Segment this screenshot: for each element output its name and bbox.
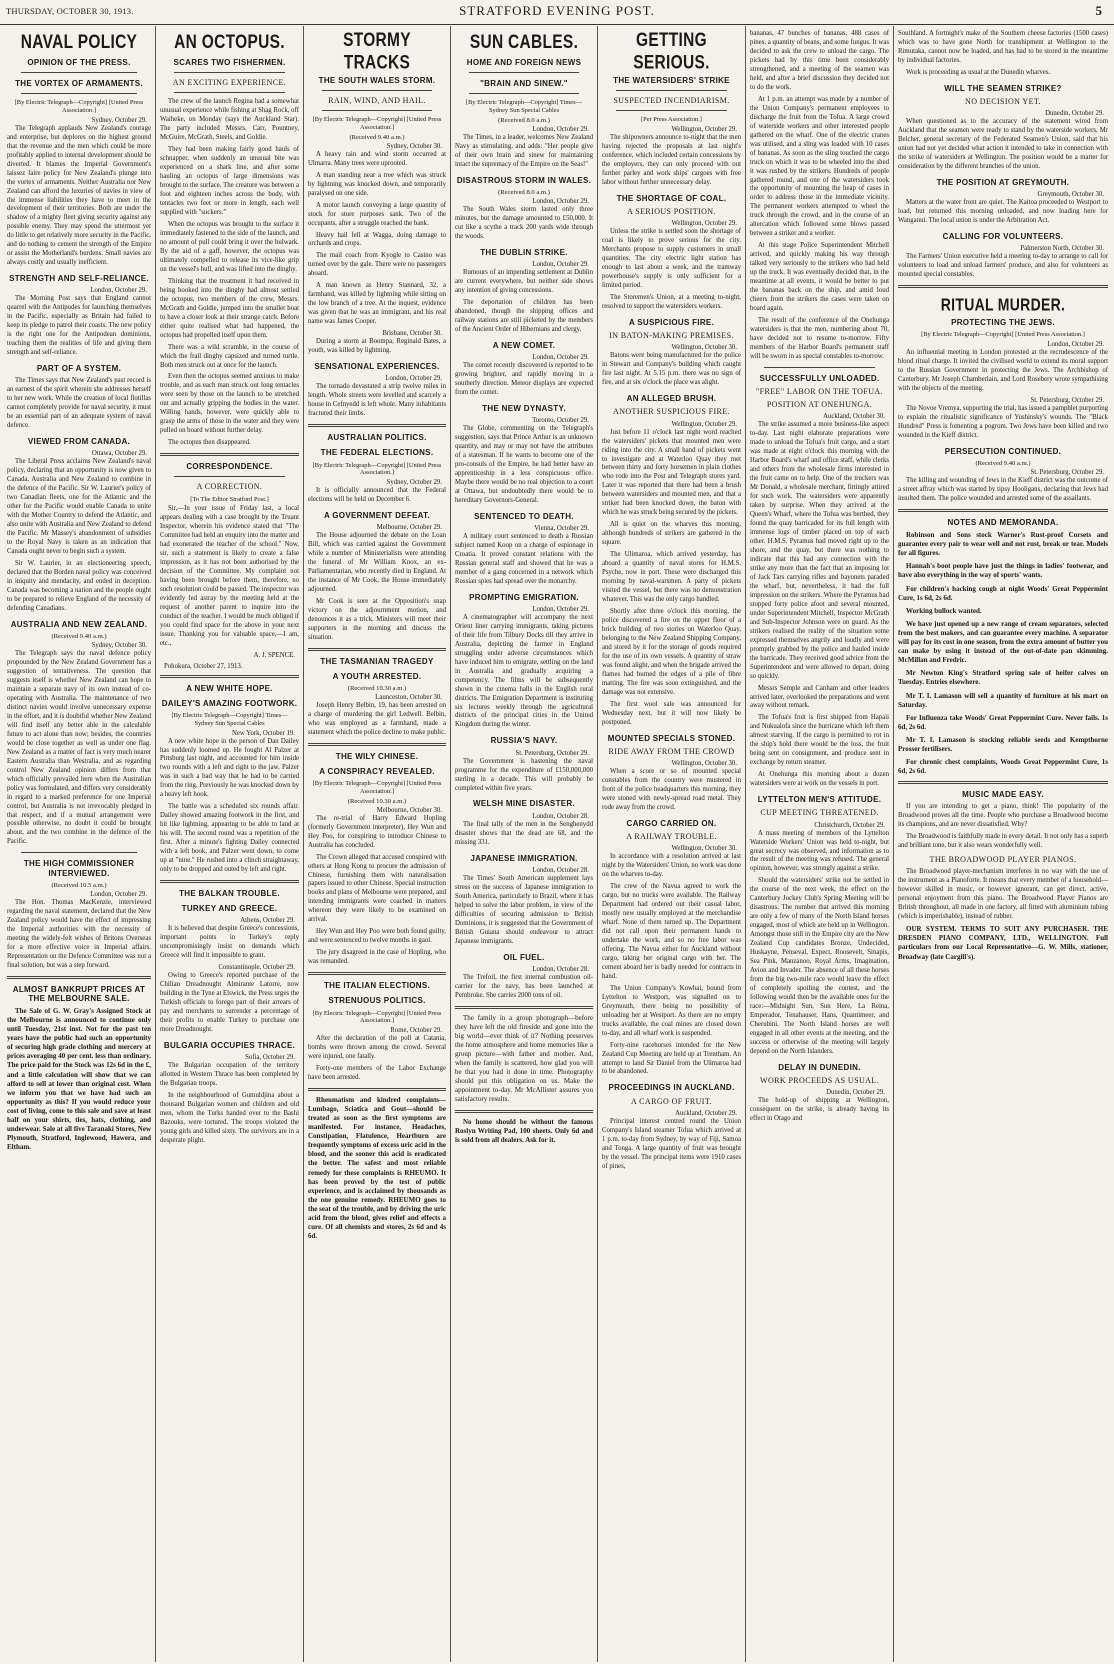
article-paragraph: The Telegraph applauds New Zealand's courage and enterprise, but deplores on the highest ground that the revenue and the men which could be more profitably applied to internal development should be diverted. It blames the Imperial Government's laissez faire policy for New Zealand's plunge into the vortex of armaments. Neither Australia nor New Zealand can afford the luxuries of navies in view of the immense liabilities they have to meet in the development of their territories. Both are under the shadow of a mighty fleet giving security against any possible enemy. They may spend the uttermost yet do little to get relatively more security in the Pacific, and do nothing to cement the strength of the Empire or assist the Motherland's burdens. Small navies are always costly and usually inefficient. bbox=[7, 124, 151, 267]
article-paragraph: Joseph Henry Belbin, 19, has been arrested on a charge of murdering the girl Ledwell. Belbin, who was employed as a farmhand, made a statement which the police decline to make public. bbox=[308, 702, 446, 736]
received-time: (Received 9.40 a.m.) bbox=[975, 460, 1031, 467]
divider bbox=[21, 72, 137, 73]
memo-item: Hannah's boot people have just the things in ladies' footwear, and have also everything in the way of sports' wants. bbox=[898, 562, 1108, 580]
subheadline: A RAILWAY TROUBLE. bbox=[626, 832, 717, 841]
headline: A YOUTH ARRESTED. bbox=[332, 671, 422, 681]
divider bbox=[174, 72, 285, 73]
memo-item: Mr T. I. Lamason is stocking reliable seeds and Kempthorne Prosser fertilisers. bbox=[898, 735, 1108, 753]
dateline: Vienna, October 29. bbox=[534, 524, 589, 532]
headline: DISASTROUS STORM IN WALES. bbox=[456, 175, 592, 185]
headline: THE SHORTAGE OF COAL. bbox=[616, 193, 727, 203]
newspaper-title: STRATFORD EVENING POST. bbox=[459, 3, 655, 18]
article-paragraph: Thinking that the treatment it had received in being hooked into the dinghy had almost settled the octopus, two members of the crew, Messrs. McGrath and Goldie, jumped into the smaller boat to have a closer look at their strange catch. Before either quite realised what had happened, the octopus had propelled itself upon them. bbox=[160, 277, 299, 339]
section-banner: GETTING SERIOUS. bbox=[633, 29, 710, 74]
headline: VIEWED FROM CANADA. bbox=[27, 437, 131, 447]
article-paragraph: The comet recently discovered is reported to be growing brighter, and rapidly moving in a southerly direction. Meteor displays are expected from the comet. bbox=[455, 361, 593, 396]
article-paragraph: Mr Cook is sore at the Opposition's snap victory on the adjournment motion, and denounces it as a trick. Ministers will meet their supporters in the morning and discuss the situation. bbox=[308, 597, 446, 641]
article-paragraph: A new white hope in the person of Dan Dailey has suddenly loomed up. He fought Al Palzer at Pittsburg last night, and accounted for him inside two rounds with a left and right to the jaw. Palzer was in such a bad way that he had to be carried from the ring. Previously he was knocked down by a heavy left hook. bbox=[160, 737, 299, 799]
dateline: Melbourne, October 30. bbox=[376, 806, 442, 814]
article-paragraph: During a storm at Boompa, Reginald Bates, a youth, was killed by lightning. bbox=[308, 338, 446, 355]
article-paragraph: Shortly after three o'clock this morning, the police discovered a fire on the upper floor of a brick building of two stories on Waterloo Quay, belonging to the New Zealand Shipping Company, and stored by it for the storage of goods required for the use of its own vessels. A quantity of straw was found alight, and when the brigade arrived the flames had burned the edges of a pile of fibre matting. The fire was soon extinguished, and the damage was not extensive. bbox=[602, 608, 741, 696]
article-paragraph: The Telegraph says the naval defence policy propounded by the New Zealand Government has a suggestion of tentativeness. The question that suggests itself is whether New Zealand can hope to maintain a separate navy of its own instead of co-operating with Australia. The maintenance of two distinct navies would involve unnecessary expense in the effort, and it is doubtful whether New Zealand will find itself any better able in the calculable future to act alone than now; besides, the countries would be close together as well as under one flag. New Zealand as a matter of fact is very much nearer Eastern Australia than Westralia, and as regarding control New Zealand opinion differs from that which officially prevailed here when the Australian policy was formulated, and differs very considerably in regard to a marked preference for one Imperial control, but Australia is not irrevocably pledged in that respect, and if a mutual arrangement were possible otherwise, no doubt it could be brought about, and the two combine in the defence of the Pacific. bbox=[7, 650, 151, 846]
article-paragraph: The Government is hastening the naval programme for the expenditure of £150,000,000 sterling in a decade. This will probably be completed within five years. bbox=[455, 757, 593, 792]
article-paragraph: A man standing near a tree which was struck by lightning was knocked down, and temporarily paralysed on one side. bbox=[308, 171, 446, 197]
dateline: London, October 28. bbox=[532, 866, 589, 874]
dateline: St. Petersburg, October 29. bbox=[1030, 396, 1104, 404]
divider bbox=[898, 509, 1108, 512]
dateline: Sydney, October 29. bbox=[91, 116, 147, 124]
article-paragraph: After the declaration of the poll at Catania, bombs were thrown among the crowd. Several were injured, one fatally. bbox=[308, 1034, 446, 1060]
headline: A GOVERNMENT DEFEAT. bbox=[323, 510, 430, 520]
article-paragraph: The first wool sale was announced for Wednesday next, but it will now likely be postponed. bbox=[602, 700, 741, 726]
headline: HOME AND FOREIGN NEWS bbox=[466, 58, 582, 67]
article-paragraph: Even then the octopus seemed anxious to make trouble, and as each man struck out long tentacles were seen by those on the launch to be stretched out and actually gripping the bodies in the water. Willing hands, however, were quickly able to grasp the arms of those in the water and they were pulled on board without further delay. bbox=[160, 373, 299, 435]
dateline: Wellington, October 29. bbox=[671, 126, 737, 134]
article-paragraph: A man known as Henry Stannard, 32, a farmhand, was killed by lightning while sitting on the low branch of a tree. At the inquest, evidence was given that he was an immigrant, and his real name was James Cooper. bbox=[308, 282, 446, 326]
divider bbox=[160, 675, 299, 678]
advert-paragraph: OUR SYSTEM. TERMS TO SUIT ANY PURCHASER. THE DRESDEN PIANO COMPANY, LTD., WELLINGTON. Full particulars from our Local Representative—G. W. Mills, stationer, Broadway (late Cargill's). bbox=[898, 925, 1108, 961]
copyright-line: [By Electric Telegraph—Copyright] Times—Sydney Sun Special Cables bbox=[465, 99, 583, 115]
divider bbox=[308, 743, 446, 746]
section-banner: STORMY TRACKS bbox=[343, 29, 411, 74]
dateline: New York, October 19. bbox=[231, 729, 295, 737]
received-time: (Received 10.5 a.m.) bbox=[51, 881, 107, 889]
divider bbox=[308, 424, 446, 427]
headline: A NEW COMET. bbox=[492, 340, 556, 350]
letter-signature: A. J. SPENCE. bbox=[253, 651, 295, 659]
headline: CALLING FOR VOLUNTEERS. bbox=[942, 232, 1064, 242]
divider bbox=[469, 72, 579, 73]
dateline: London, October 29. bbox=[532, 125, 589, 133]
article-paragraph: A military court sentenced to death a Russian subject named Koop on a charge of espionage in Croatia. It proved constant relations with the Russian general staff and showed that he was a member of a gang concerned in a network which Russian spies had spread over the monarchy. bbox=[455, 532, 593, 585]
article-paragraph: At 1 p.m. an attempt was made by a number of the Union Company's permanent employees to discharge the fruit from the Tofua. A large crowd of waterside workers and other interested people gathered on the wharf. One of the electric cranes was utilised, and a sling was loaded with 10 cases of bananas. As soon as the sling touched the cargo truck on which it was to be wheeled into the shed it was rushed by the strikers. Hundreds of people gathered round, and one of the watersiders took the opportunity of mounting the heap of cases in order to address those in the immediate vicinity. The permanent workers attempted to wheel the truck through the crowd, and in the course of an altercation which followed some blows passed between a striker and a worker. bbox=[750, 95, 889, 238]
column-3 bbox=[305, 26, 449, 1662]
section-heading: THE TASMANIAN TRAGEDY bbox=[320, 656, 434, 666]
article-paragraph: Messrs Semple and Canham and other leaders arrived later, overlooked the preparations and went away without remark. bbox=[750, 684, 889, 710]
divider bbox=[308, 648, 446, 651]
dateline: Launceston, October 30. bbox=[375, 694, 442, 702]
headline: MOUNTED SPECIALS STONED. bbox=[607, 733, 736, 743]
advert-paragraph: If you are intending to get a piano, think! The popularity of the Broadwood proves all the time. People who purchase a Broadwood become its champions, and are never dissatisfied. Why? bbox=[898, 803, 1108, 829]
headline: A SUSPICIOUS FIRE. bbox=[628, 317, 715, 327]
headline: OIL FUEL. bbox=[503, 952, 545, 962]
section-banner: NAVAL POLICY bbox=[20, 31, 138, 53]
dateline: London, October 29. bbox=[385, 375, 442, 383]
article-paragraph: It is officially announced that the Federal elections will be held on December 6. bbox=[308, 486, 446, 503]
subheadline: ANOTHER SUSPICIOUS FIRE. bbox=[613, 407, 730, 417]
headline: AUSTRALIA AND NEW ZEALAND. bbox=[10, 619, 148, 629]
dateline: Wellington, October 29. bbox=[671, 220, 737, 228]
column-rule bbox=[155, 26, 156, 1662]
article-paragraph: In the neighbourhood of Gumuldjina about a thousand Bulgarian women and children and old men, whom the Turks handed over to the Bashi Bazouks, were tortured. The troops violated the young girls and killed sixty. The survivors are in a desperate plight. bbox=[160, 1092, 299, 1145]
dateline: Sydney, October 30. bbox=[91, 642, 147, 650]
article-paragraph: At this stage Police Superintendent Mitchell arrived, and quickly making his way through talked very seriously to the strikers who had held up the truck. It was eventually decided that, in the meantime at all events, it would be better to put the bananas back on the ship, and amid loud cheers from the strikers the cases were taken on board again. bbox=[750, 242, 889, 313]
divider bbox=[322, 90, 432, 91]
article-paragraph: The Ulimaroa, which arrived yesterday, has aboard a quantity of naval stores for H.M.S. Psyche, now in port. These were discharged this morning by naval-warsmen. A party of pickets visited the vessel, but there was no demonstration whatever. This was the only cargo handled. bbox=[602, 551, 741, 604]
headline: SCARES TWO FISHERMEN. bbox=[173, 58, 286, 67]
issue-date: THURSDAY, OCTOBER 30, 1913. bbox=[6, 6, 134, 16]
dateline: Ottawa, October 29. bbox=[91, 450, 147, 458]
article-paragraph: An influential meeting in London protested at the recrudescence of the blood ritual charge. It invited the civilised world to extend its moral support to the Russian Government in protecting the Jews. The Archbishop of Canterbury, Mr Joseph Chamberlain, and Lord Rosebery wrote sympathising with the objects of the meeting. bbox=[898, 349, 1108, 392]
subheadline: A SERIOUS POSITION. bbox=[627, 207, 716, 217]
column-2 bbox=[157, 26, 302, 1662]
subheadline: WORK PROCEEDS AS USUAL. bbox=[760, 1075, 879, 1085]
article-paragraph: The battle was a scheduled six rounds affair. Dailey showed amazing footwork in the first, and hit like lightning, appearing to be able to land at his will. The second round was a repetition of the first. After a minute's fighting Dailey connected with a left hook, and Palzer went down, to come up at "nine." He rushed into a clinch straightaway, only to be dropped and outed by left and right. bbox=[160, 803, 299, 874]
article-paragraph: The Storemen's Union, at a meeting to-night, resolved to support the watersiders workers. bbox=[602, 294, 741, 310]
divider bbox=[21, 93, 137, 94]
subheadline: IN BATON-MAKING PREMISES. bbox=[609, 331, 734, 341]
received-time: (Received 9.40 a.m.) bbox=[51, 633, 107, 641]
advert-headline: MUSIC MADE EASY. bbox=[962, 790, 1044, 800]
headline: AN ALLEGED BRUSH. bbox=[626, 394, 717, 404]
subheadline: RIDE AWAY FROM THE CROWD bbox=[608, 746, 735, 756]
copyright-line: [By Electric Telegraph—Copyright] [United Press Association.] bbox=[14, 99, 144, 115]
dateline: Greymouth, October 30. bbox=[1037, 191, 1104, 199]
divider bbox=[898, 781, 1108, 784]
headline: RUSSIA'S NAVY. bbox=[490, 736, 558, 746]
advertisement: The Sale of G. W. Gray's Assigned Stock at the Melbourne is announced to continue only until Tuesday, 21st inst. Not for the past ten years have the public had such an opportunity of securing high grade clothing and mercery at prices averaging 40 per cent. less than ordinary. The price paid for the Stock was 12s 6d in the £, and a little calculation will show that we can afford to sell at lower than original cost. When we inform you that we have had such an opportunity as this? If you would reduce your cost of living, come to this sale and save at least half on your shirts, ties, hats, clothing, and underwear. Sale at all five Taranaki Stores, New Plymouth, Stratford, Inglewood, Hawera, and Eltham. bbox=[7, 1006, 151, 1152]
subheadline: A CARGO OF FRUIT. bbox=[631, 1096, 712, 1106]
section-heading: A NEW WHITE HOPE. bbox=[186, 683, 273, 693]
article-paragraph: The re-trial of Harry Edward Hopling (formerly Government interpreter), Hey Wun and Hey Poo, for conspiring to introduce Chinese to Australia has concluded. bbox=[308, 814, 446, 849]
article-paragraph: The hold-up of shipping at Wellington, consequent on the strike, is already having its effect in Otago and bbox=[750, 1097, 889, 1123]
article-paragraph: The Trefoil, the first internal combustion oil-carrier for the navy, has been launched at Pembroke. She carries 2000 tons of oil. bbox=[455, 973, 593, 999]
copyright-line: [Per Press Association.] bbox=[641, 116, 702, 124]
section-banner: SUN CABLES. bbox=[469, 31, 579, 53]
headline: THE SOUTH WALES STORM. bbox=[318, 76, 436, 85]
dateline: Palmerston North, October 30. bbox=[1020, 245, 1104, 253]
column-1 bbox=[4, 26, 154, 1662]
headline: THE WATERSIDERS' STRIKE bbox=[613, 76, 730, 85]
memo-item: Mr Newton King's Stratford spring sale of heifer calves on Tuesday. Entries elsewhere. bbox=[898, 669, 1108, 687]
article-paragraph: They had been making fairly good hauls of schnapper, when suddenly an unusual bite was experienced on a shark line, and after some hauling an octopus of large dimensions was brought to the surface. The creature was between a foot and eighteen inches across the body, with tentacles two feet or more in length, each well supplied with "suckers." bbox=[160, 146, 299, 216]
article-paragraph: When the octopus was brought to the surface it immediately fastened to the side of the launch, and no amount of pull could bring it over the bulwark. By the aid of a gaff, however, the octopus was ultimately compelled to release its vice-like grip on the vessel's hull, and was lifted into the dinghy. bbox=[160, 220, 299, 273]
dateline: Sydney, October 30. bbox=[386, 142, 442, 150]
article-paragraph: The jury disagreed in the case of Hopling, who was remanded. bbox=[308, 949, 446, 966]
dateline: Sofia, October 29. bbox=[245, 1054, 295, 1062]
article-paragraph: There was a wild scramble, in the course of which the frail dinghy capsized and turned turtle. Both men struck out at once for the launch. bbox=[160, 343, 299, 369]
dateline: Wellington, October 29. bbox=[671, 420, 737, 428]
divider bbox=[764, 367, 875, 368]
headline: THE FEDERAL ELECTIONS. bbox=[320, 448, 434, 458]
column-5 bbox=[599, 26, 744, 1662]
subheadline: A CORRECTION. bbox=[196, 482, 263, 492]
copyright-line: [By Electric Telegraph—Copyright] [United Press Association.] bbox=[312, 461, 442, 477]
advert-headline: ALMOST BANKRUPT PRICES AT THE MELBOURNE SALE. bbox=[12, 984, 146, 1003]
article-paragraph: When questioned as to the accuracy of the statement wired from Auckland that the seamen were ready to stand by the waterside workers, Mr Belcher, general secretary of the Federated Seamen's Union, said that his union had not yet decided what action it intended to take in connection with the strike of watersiders at Wellington. The position would be a matter for consideration by the different branches of the union. bbox=[898, 118, 1108, 171]
dateline: London, October 29. bbox=[532, 605, 589, 613]
headline: A CONSPIRACY REVEALED. bbox=[319, 767, 435, 777]
article-paragraph: All is quiet on the wharves this morning, although hundreds of strikers are gathered in the square. bbox=[602, 521, 741, 547]
subheadline: RAIN, WIND, AND HAIL. bbox=[328, 96, 426, 106]
dateline: Auckland, October 29. bbox=[675, 1109, 737, 1117]
section-banner: RITUAL MURDER. bbox=[940, 294, 1066, 315]
article-paragraph: A cinematographer will accompany the next Orient liner carrying immigrants, taking pictures of their life from Tilbury Docks till they arrive in Australia, depicting the farmer in England struggling under adverse circumstances which have induced him to emigrate, settling on the land in Australia and gradually acquiring a competency. The films will be subsequently shown in the cinema halls in the English rural districts. The Emigration Department is instituting six lectures weekly through the agricultural districts of the principal cities in the United Kingdom during the winter. bbox=[455, 613, 593, 729]
advert-subheadline: THE BROADWOOD PLAYER PIANOS. bbox=[929, 855, 1077, 865]
section-heading: THE BALKAN TROUBLE. bbox=[179, 889, 280, 899]
copyright-line: [By Electric Telegraph—Copyright] [United Press Association.] bbox=[921, 331, 1085, 339]
article-paragraph: bananas, 47 bunches of bananas, 488 cases of pines, a quantity of beans, and some fungus. It was decided to ask the crew to unload the cargo. The pickets had by this time been considerably strengthened, and a meeting of the seamen was held, and after a brief discussion they decided not to do the work. bbox=[750, 30, 889, 91]
section-heading: NOTES AND MEMORANDA. bbox=[947, 517, 1059, 527]
subheadline: AN EXCITING EXPERIENCE. bbox=[172, 78, 287, 88]
dateline: London, October 28. bbox=[532, 965, 589, 973]
received-time: (Received 10.30 a.m.) bbox=[347, 797, 407, 805]
divider bbox=[455, 1006, 593, 1009]
headline: THE HIGH COMMISSIONER INTERVIEWED. bbox=[23, 859, 135, 878]
dateline: Athens, October 29. bbox=[240, 917, 295, 925]
dateline: Toronto, October 29. bbox=[532, 416, 589, 424]
article-paragraph: The Farmers' Union executive held a meeting to-day to arrange to call for volunteers to load and unload farmers' produce, and also for volunteers as mounted special constables. bbox=[898, 253, 1108, 279]
dateline: London, October 29. bbox=[90, 890, 147, 898]
headline: THE NEW DYNASTY. bbox=[482, 403, 566, 413]
headline: JAPANESE IMMIGRATION. bbox=[470, 853, 578, 863]
dateline: London, October 29. bbox=[532, 353, 589, 361]
memo-item: For chronic chest complaints, Woods Great Peppermint Cure, 1s 6d, 2s 6d. bbox=[898, 758, 1108, 776]
subheadline: CUP MEETING THREATENED. bbox=[760, 808, 879, 818]
article-paragraph: The Crown alleged that accused conspired with others at Hong Kong to procure the admission of Chinese, furnishing them with naturalisation papers issued to other Chinese. Special instruction books and plans of Melbourne were prepared, and intending immigrants were coached in matters whereon they were likely to be examined on arrival. bbox=[308, 853, 446, 924]
headline: PROCEEDINGS IN AUCKLAND. bbox=[608, 1083, 735, 1093]
memo-item: We have just opened up a new range of cream separators, selected from the best makers, and can guarantee every machine. A separator will pay for its cost in one season, from the extra amount of butter you can make by using it instead of the out-of-date pan skimming. McMillan and Fredric. bbox=[898, 619, 1108, 665]
headline: CARGO CARRIED ON. bbox=[626, 818, 717, 828]
divider bbox=[160, 453, 299, 456]
memo-item: Robinson and Sons stock Warner's Rust-proof Corsets and guarantee every pair to wear well and not rust, break or tear. Models for all figures. bbox=[898, 531, 1108, 558]
headline: BULGARIA OCCUPIES THRACE. bbox=[163, 1041, 296, 1051]
dateline: London, October 29. bbox=[532, 197, 589, 205]
article-paragraph: The crew of the launch Regina had a somewhat unusual experience while fishing at Shag Rock, off Waiheke, on Monday (says the Auckland Star). The party included Messrs. Carr, Pountney, McGuire, McGrath, Steels, and Goldie. bbox=[160, 98, 299, 142]
article-paragraph: The Globe, commenting on the Telegraph's suggestion, says that Prince Arthur is an unknown quantity, and may or may not have the attributes of a statesman. If he wants to become one of the pro-consuls of the Empire, he had better have an apprenticeship in a less conspicuous office. Maybe there would be no real objection to a court at Ottawa, but undoubtedly there would be to hereditary Governors-General. bbox=[455, 424, 593, 504]
article-paragraph: The strike assumed a more business-like aspect to-day. Last night elaborate preparations were made to unload the Tofua's fruit cargo, and a start was made at eight o'clock this morning with the Harbor Board's wharf and office staff, while clerks and others from the wholesale firms interested in the fruit came on to help. One of the truckers was Mr Donald, a wholesale merchant, fittingly attired for such work. The watersiders were apparently taken by surprise. When they arrived at the Queen's Wharf, where the Tofua was berthed, they found the quay barricaded for its full length with immense logs of timber placed on top of each other. H.M.S. Pyramus had moved right up to the shore, and the quay, but there was nothing to indicate that this had any connection with the strike any more than the fact that an imposing lot of Jack Tars carrying rifles and bayonets paraded the wharf, but, nevertheless, it had the full impression on the strikers. Where the Pyramus had stopped forty police afoot and several mounted, under Superintendent Mitchell, Inspector McGrath and Sub-Inspector Johnson were on guard. As the strikers realised the reality of the situation some expressed themselves angrily and loudly and were promptly grabbed by the police and hauled inside the barricade. They received good advice from the Superintendent and were allowed to depart, doing so quickly. bbox=[750, 421, 889, 680]
dateline: Wellington, October 30. bbox=[671, 759, 737, 767]
column-rule bbox=[893, 26, 894, 1662]
copyright-line: [By Electric Telegraph—Copyright] [United Press Association.] bbox=[312, 780, 442, 795]
headline: OPINION OF THE PRESS. bbox=[27, 58, 131, 67]
article-paragraph: It is believed that despite Greece's concessions, important points in Turkey's reply uncompromisingly insist on demands which Greece will find it impossible to grant. bbox=[160, 925, 299, 960]
dateline: Dunedin, October 29. bbox=[1045, 110, 1104, 118]
article-paragraph: Principal interest centred round the Union Company's Island steamer Tofua which arrived at 1 p.m. to-day from Sydney, by way of Fiji, Samoa and Tonga. A large quantity of fruit was brought by the vessel. The principal items were 1910 cases of pines, bbox=[602, 1117, 741, 1170]
divider bbox=[308, 1088, 446, 1091]
dateline: St. Petersburg, October 29. bbox=[515, 749, 589, 757]
headline: WILL THE SEAMEN STRIKE? bbox=[944, 83, 1062, 93]
divider bbox=[322, 110, 432, 111]
article-paragraph: Forty-one members of the Labor Exchange have been arrested. bbox=[308, 1064, 446, 1081]
advert-paragraph: The Broadwood is faithfully made in every detail. It not only has a superb and brilliant tone, but it also wears wonderfully well. bbox=[898, 833, 1108, 850]
divider bbox=[21, 852, 137, 853]
article-paragraph: Forty-nine racehorses intended for the New Zealand Cup Meeting are held up at Trentham. An attempt to land Sir Daniel from the Ulimaroa had to be abandoned. bbox=[602, 1041, 741, 1076]
section-heading: CORRESPONDENCE. bbox=[186, 462, 273, 472]
article-paragraph: The Times' South American supplement lays stress on the success of Japanese immigration to South America, particularly to Brazil, where it has helped to solve the labor problem, in view of the difficulties of securing admission to British Dominions, it is suggested that the Government of British Guiana should endeavour to attract Japanese immigrants. bbox=[455, 874, 593, 945]
headline: SENTENCED TO DEATH. bbox=[474, 511, 574, 521]
memo-item: Mr T. I. Lamason will sell a quantity of furniture at his mart on Saturday. bbox=[898, 691, 1108, 709]
divider bbox=[160, 880, 299, 883]
copyright-line: [By Electric Telegraph—Copyright] Times—Sydney Sun Special Cables bbox=[171, 712, 288, 727]
headline: STRENGTH AND SELF-RELIANCE. bbox=[9, 274, 149, 284]
advertisement: The family in a group photograph—before they have left the old fireside and gone into the big world—ever think of it? Nothing preserves the home atmosphere and home memories like a group picture—with father and mother. And, when the family is scattered, how glad you will be that you had it done in time. Photography should put this obligation on us. Make the appointment to-day. Mr McAllister assures you satisfactory results. bbox=[455, 1013, 593, 1104]
headline: PROTECTING THE JEWS. bbox=[951, 318, 1055, 328]
divider bbox=[455, 1110, 593, 1113]
column-rule bbox=[745, 26, 746, 1662]
column-6 bbox=[747, 26, 892, 1662]
article-paragraph: A motor launch conveying a large quantity of stock for store purposes sank. Two of the occupants, after a struggle reached the bank. bbox=[308, 201, 446, 227]
article-paragraph: The Morning Post says that England cannot quarrel with the Antipodes for launching themselves in the Pacific, especially as Britain had failed to keep its pledge to patrol their coasts. The new policy is the right one for the Antipodean dominions, teaching them the realities of life and giving them strength and self-reliance. bbox=[7, 295, 151, 357]
memo-item: For children's hacking cough at night Woods' Great Peppermint Cure, 1s 6d, 2s 6d. bbox=[898, 584, 1108, 602]
article-paragraph: Owing to Greece's reported purchase of the Chilian Dreadnought Almirante Latorre, now building in the Tyne at Elswick, the Press urges the Turkish officials to forego part of their arrears of pay and merchants to surrender a percentage of their profits to enable Turkey to purchase one more Dreadnought. bbox=[160, 972, 299, 1034]
article-paragraph: The Times, in a leader, welcomes New Zealand Navy as stimulating, and adds: "Her people give of their own brain and sinew for maintaining intact the supremacy of the Empire on the Seas!" bbox=[455, 133, 593, 168]
dateline: Constantinople, October 29. bbox=[218, 964, 295, 972]
masthead bbox=[0, 0, 1114, 25]
headline: PERSECUTION CONTINUED. bbox=[944, 446, 1062, 456]
article-paragraph: Hey Wun and Hey Poo were both found guilty, and were sentenced to twelve months in gaol. bbox=[308, 928, 446, 945]
article-paragraph: The Bulgarian occupation of the territory allotted in Western Thrace has been completed by the Bulgarian troops. bbox=[160, 1062, 299, 1088]
headline: DAILEY'S AMAZING FOOTWORK. bbox=[161, 698, 298, 708]
article-paragraph: The South Wales storm lasted only three minutes, but the damage amounted to £50,000. It cut like a scythe a track 200 yards wide through the woods. bbox=[455, 205, 593, 240]
dateline: Auckland, October 30. bbox=[823, 413, 885, 421]
divider bbox=[469, 93, 579, 94]
divider bbox=[174, 476, 285, 477]
section-banner: AN OCTOPUS. bbox=[174, 31, 285, 53]
article-paragraph: The mail coach from Kyogle to Casino was turned over by the gale. There were no passengers aboard. bbox=[308, 252, 446, 278]
column-rule bbox=[597, 26, 598, 1662]
divider bbox=[616, 90, 727, 91]
article-paragraph: Heavy hail fell at Wagga, doing damage to orchards and crops. bbox=[308, 231, 446, 248]
article-paragraph: In accordance with a resolution arrived at last night by the Watersiders' Union, no work was done on the wharves to-day. bbox=[602, 853, 741, 879]
dateline: London, October 29. bbox=[1047, 341, 1104, 349]
divider bbox=[174, 92, 285, 93]
headline: WELSH MINE DISASTER. bbox=[472, 799, 575, 809]
headline: PROMPTING EMIGRATION. bbox=[469, 592, 579, 602]
subheadline: NO DECISION YET. bbox=[965, 97, 1041, 107]
article-paragraph: The result of the conference of the Onehunga watersiders is that the men, numbering about 70, have decided not to resume to-morrow. Fifty members of the Harbor Board's permanent staff will be sworn in as special constables to-morrow. bbox=[750, 317, 889, 360]
article-paragraph: When a score or so of mounted special constables from the country were mustered in front of the police headquarters this morning, they were stoned with newly-spread road metal. They rode away from the crowd. bbox=[602, 767, 741, 811]
letter-dateline: Pohokura, October 27, 1913. bbox=[164, 662, 243, 670]
article-paragraph: A heavy rain and wind storm occurred at Ulmarra. Many trees were uprooted. bbox=[308, 150, 446, 167]
divider bbox=[898, 285, 1108, 288]
section-heading: THE WILY CHINESE. bbox=[335, 751, 419, 761]
headline: SUCCESSFULLY UNLOADED. bbox=[759, 373, 880, 383]
dateline: Dunedin, October 29. bbox=[826, 1089, 885, 1097]
article-paragraph: Just before 11 o'clock last night word reached the watersiders' pickets that mounted men were riding into the city. A small band of pickets went to investigate and at Waterloo Quay they met between thirty and forty horsemen in plain clothes who rode into the Post and Telegraph stores yard. Later it was reported that there had been a brush between watersiders and mounted men, and that a striker had been knocked down, the baton with which he was struck being secured by the pickets. bbox=[602, 428, 741, 517]
received-time: (Received 10.30 a.m.) bbox=[347, 685, 407, 693]
article-paragraph: The Novoe Vremya, supporting the trial, has issued a pamphlet purporting to explain the ritualistic significance of Yushinsky's wounds. The "Black Hundred" Press is fomenting a pogrom. Two Jews have been killed and two wounded in the Kieff district. bbox=[898, 404, 1108, 439]
dateline: London, October 29. bbox=[532, 260, 589, 268]
memo-item: Working bullock wanted. bbox=[906, 606, 982, 615]
dateline: St. Petersburg, October 29. bbox=[1030, 469, 1104, 476]
divider bbox=[616, 110, 727, 111]
headline: THE VORTEX OF ARMAMENTS. bbox=[15, 79, 143, 89]
article-paragraph: The House adjourned the debate on the Loan Bill, which was carried against the Government while a number of Ministerialists were attending the funeral of Mr William Knox, an ex-Parliamentarian, who recently died in England. At the instance of Mr Cook, the House immediately adjourned. bbox=[308, 532, 446, 593]
article-paragraph: The octopus then disappeared. bbox=[168, 439, 251, 447]
dateline: Rome, October 29. bbox=[390, 1026, 442, 1034]
column-rule bbox=[450, 26, 451, 1662]
divider bbox=[7, 976, 151, 979]
article-paragraph: The Union Company's Kowhai, bound from Lyttelton to Westport, was signalled on to Greymouth, there being no possibility of unloading her at Westport. As there are no empty trucks available, the coal mines are closed down to-day, and all wharf work is suspended. bbox=[602, 984, 741, 1037]
headline: "BRAIN AND SINEW." bbox=[480, 79, 568, 89]
section-heading: AUSTRALIAN POLITICS. bbox=[327, 433, 427, 443]
article-paragraph: The tornado devastated a strip twelve miles in length. Whole streets were levelled and scarcely a house in Cefnyedd is left whole. Many inhabitants fractured their limbs. bbox=[308, 383, 446, 418]
article-paragraph: Work is proceeding as usual at the Dunedin wharves. bbox=[906, 68, 1051, 76]
subheadline: "FREE" LABOR ON THE TOFUA. bbox=[756, 387, 883, 397]
article-paragraph: Rumours of an impending settlement at Dublin are current everywhere, but neither side shows any intention of giving concessions. bbox=[455, 268, 593, 294]
dateline: Sydney, October 29. bbox=[386, 478, 442, 486]
column-rule bbox=[303, 26, 304, 1662]
dateline: Wellington, October 30. bbox=[671, 344, 737, 352]
article-paragraph: Southland. A fortnight's make of the Southern cheese factories (1500 cases) which was to have gone North for transhipment at Wellington to the Rimutaka, cannot now be loaded, and has had to be stored in the meantime by individual factories. bbox=[898, 30, 1108, 64]
headline: THE DUBLIN STRIKE. bbox=[480, 247, 568, 257]
copyright-line: [To The Editor Stratford Post.] bbox=[190, 495, 269, 503]
headline: PART OF A SYSTEM. bbox=[36, 364, 122, 374]
article-paragraph: The Hon. Thomas MacKenzie, interviewed regarding the naval statement, declared that the New Zealand policy would have the effect of impressing the Imperial authorities with the necessity of meeting the widely-felt wishes of Britons Overseas for a more effective voice in Imperial affairs. Representation on the Defence Committee was not a final solution, but was a step forward. bbox=[7, 898, 151, 969]
article-paragraph: Batons were being manufactured for the police in Stewart and Company's building which caught fire last night. At 5.15 p.m. there was no sign of fire, and at six o'clock the place was alight. bbox=[602, 352, 741, 387]
column-4 bbox=[452, 26, 596, 1662]
headline: SENSATIONAL EXPERIENCES. bbox=[314, 362, 440, 372]
letter-paragraph: Sir,—In your issue of Friday last, a local appears dealing with a case brought by the Truant Inspector, wherein his evidence stated that "The Committee had held an enquiry into the matter and had exonerated the teacher of the school." Now, sir, such a statement is likely to create a false impression, as it has not been authorised by the decision of the Committee. My complaint not having been brought before them, therefore, no such resolution could be passed. The inspector was evidently led astray by the meeting held at the request of another parent to inquire into the conduct of the teacher. I would be much obliged if you could find space for the above in your next issue. Thanking you for valuable space,—I am, etc., bbox=[160, 505, 299, 647]
dateline: London, October 29. bbox=[90, 287, 147, 295]
article-paragraph: Sir W. Laurier, in an electioneering speech, declared that the Borden naval policy was conceived in iniquity and mendacity, and ended in deception. Canada was becoming a nation and the people ought to be prepared to relieve England of the necessity of defending Canadians. bbox=[7, 560, 151, 612]
dateline: Christchurch, October 29. bbox=[814, 821, 885, 829]
dateline: Brisbane, October 30. bbox=[382, 330, 442, 338]
advertisement: No home should be without the famous Roslyn Writing Pad, 100 sheets. Only 6d and is sold from all dealers. Ask for it. bbox=[455, 1117, 593, 1144]
article-paragraph: The Times says that New Zealand's past record is an earnest of the spirit wherein she addresses herself to her new work. While the creation of local flotillas cannot completely provide for naval security, it must be an essential part of an adequate system of naval defence. bbox=[7, 377, 151, 430]
copyright-line: [By Electric Telegraph—Copyright] [United Press Association.] bbox=[312, 1009, 442, 1025]
article-paragraph: Unless the strike is settled soon the shortage of coal is likely to prove serious for the city. Merchants propose to supply customers in small quantities. The city electric light station has enough to last about a week, and the tramway powerhouse's supply is only sufficient for a limited period. bbox=[602, 228, 741, 290]
subheadline: SUSPECTED INCENDIARISM. bbox=[613, 96, 730, 106]
received-time: (Received 8.0 a.m.) bbox=[498, 116, 550, 124]
headline: THE POSITION AT GREYMOUTH. bbox=[936, 178, 1070, 188]
article-paragraph: A mass meeting of members of the Lyttelton Waterside Workers' Union was held to-night, but great secrecy was observed, and information as to the result of the meeting was refused. The general opinion, however, was strongly against a strike. bbox=[750, 829, 889, 873]
section-heading: THE ITALIAN ELECTIONS. bbox=[323, 981, 430, 991]
dateline: Melbourne, October 29. bbox=[376, 524, 442, 532]
dateline: Wellington, October 30. bbox=[671, 845, 737, 853]
page-number: 5 bbox=[1095, 3, 1102, 18]
article-paragraph: The crew of the Navua agreed to work the cargo, but no trucks were available. The Railway Department had ordered out their casual labor, mostly new usually employed at the merchandise wharf. None of them turned up. The Department did not call upon their permanent hands to undertake the work, and so no free labor was offering. The Navua either for Auckland without cargo, taking her original cargo with her. The cement aboard her is badly needed for contracts in hand. bbox=[602, 883, 741, 980]
article-paragraph: At Onehunga this morning about a dozen watersiders were at work on the vessels in port. bbox=[750, 771, 889, 788]
copyright-line: [By Electric Telegraph—Copyright] [United Press Association.] bbox=[312, 116, 442, 132]
article-paragraph: The deportation of children has been abandoned, though the shipping offices and railway stations are still picketed by the members of the Ancient Order of Hibernians and clergy. bbox=[455, 298, 593, 333]
dateline: London, October 28. bbox=[532, 812, 589, 820]
article-paragraph: The killing and wounding of Jews in the Kieff district was the outcome of a street affray which was started by tipsy Hooligans, declaring that Jews had insulted them. The police wounded and arrested some of the assailants. bbox=[898, 477, 1108, 502]
advertisement: Rheumatism and kindred complaints—Lumbago, Sciatica and Gout—should be treated as soon as the first symptoms are manifested. For instance, Headaches, Constipation, Flatulence, Heartburn are frequently symptoms of excess uric acid in the blood, and the sooner this acid is eradicated the better. The safest and most reliable remedy for these complaints is RHEUMO. It has been proved by the test of public experience, and is acclaimed by thousands as the one genuine remedy. RHEUMO goes to the seat of the trouble, and by driving the uric acid from the blood, gives relief and effects a cure. Of all chemists and stores, 2s 6d and 4s 6d. bbox=[308, 1095, 446, 1241]
received-time: (Received 9.40 a.m.) bbox=[349, 133, 405, 141]
article-paragraph: The Liberal Press acclaims New Zealand's naval policy, declaring that an opportunity is now given to Canada, Australia and New Zealand to combine in the defence of the Pacific. Sir W. Laurier's policy of two Canadian fleets, one for the Atlantic and the other for the Pacific would enable Canada to unite with the Mother Country to defend the Atlantic, and also unite with Australia and New Zealand to defend the Pacific. Mr Massey's abandonment of subsidies to the Royal Navy is taken as an indication that Canada ought never to begin such a system. bbox=[7, 458, 151, 556]
memo-item: For Influenza take Woods' Great Peppermint Cure. Never fails. 1s 6d, 2s 6d. bbox=[898, 713, 1108, 731]
article-paragraph: The Tofua's fruit is first shipped from Hapaii and Nukualofa since the hurricane which left them almost starving. If the cargo is permitted to rot in the ship's hold there would be the loss, the fruit being sent on consignment, and produce sent in exchange by return steamer. bbox=[750, 714, 889, 767]
article-paragraph: Matters at the water front are quiet. The Kaitoa proceeded to Westport to load, but returned this morning unloaded, and now loading here for Wanganui. The local union is under the Arbitration Act. bbox=[898, 199, 1108, 225]
received-time: (Received 8.0 a.m.) bbox=[498, 188, 550, 196]
headline: LYTTELTON MEN'S ATTITUDE. bbox=[757, 795, 882, 805]
advert-paragraph: The Broadwood player-mechanism interferes in no way with the use of the instrument as a Pianoforte. It means that every member of a household—however skilled in music, or however ignorant, can get direct, active, personal enjoyment from this piano. The Broadwood Player Pianos are British throughout, all made in one factory, all fitted with aluminium tubing (which is imperishable), instead of rubber. bbox=[898, 868, 1108, 921]
headline: STRENUOUS POLITICS. bbox=[328, 996, 426, 1006]
article-paragraph: The final tally of the men in the Senghenydd disaster shows that the dead are 68, and the missing 331. bbox=[455, 820, 593, 846]
subheadline: POSITION AT ONEHUNGA. bbox=[766, 400, 873, 410]
article-paragraph: The shipowners announce to-night that the men having rejected the proposals at last night's conference, which included certain concessions by the employers, they can only proceed with out further parley and work ships' cargoes with free labor without further unnecessary delay. bbox=[602, 134, 741, 186]
headline: DELAY IN DUNEDIN. bbox=[778, 1062, 861, 1072]
headline: TURKEY AND GREECE. bbox=[181, 904, 278, 914]
column-7 bbox=[895, 26, 1111, 1662]
article-paragraph: Should the watersiders' strike not be settled in the course of the next week, the effect on the Canterbury Jockey Club's Spring Meeting will be disastrous. The number that arrived this morning are only a few of many of the North Island horses engaged, most of which are held up in Wellington. Amongst those still in the Empire city are the New Zealand Cup candidates Bronze, Undecided, Huskayne, Penseval, Expect, Roosevelt, Sinapis, Sea Pink, Manzanoo, Royal Arms, Imagination, Avion and Invader. The absence of all these horses from the big two-mile race would leave the effect of completely spoiling the contest, and the following would then be the available ones for the race:—Midnight Sun, Sun Here, La Reina, Emperador, Tenahauser, Hans, Quantimeer, and Cherubini. The North Island horses are well engaged in all other events at the meeting, and the success or otherwise of the meeting will largely depend on the North Islanders. bbox=[750, 877, 889, 1055]
divider bbox=[308, 972, 446, 975]
